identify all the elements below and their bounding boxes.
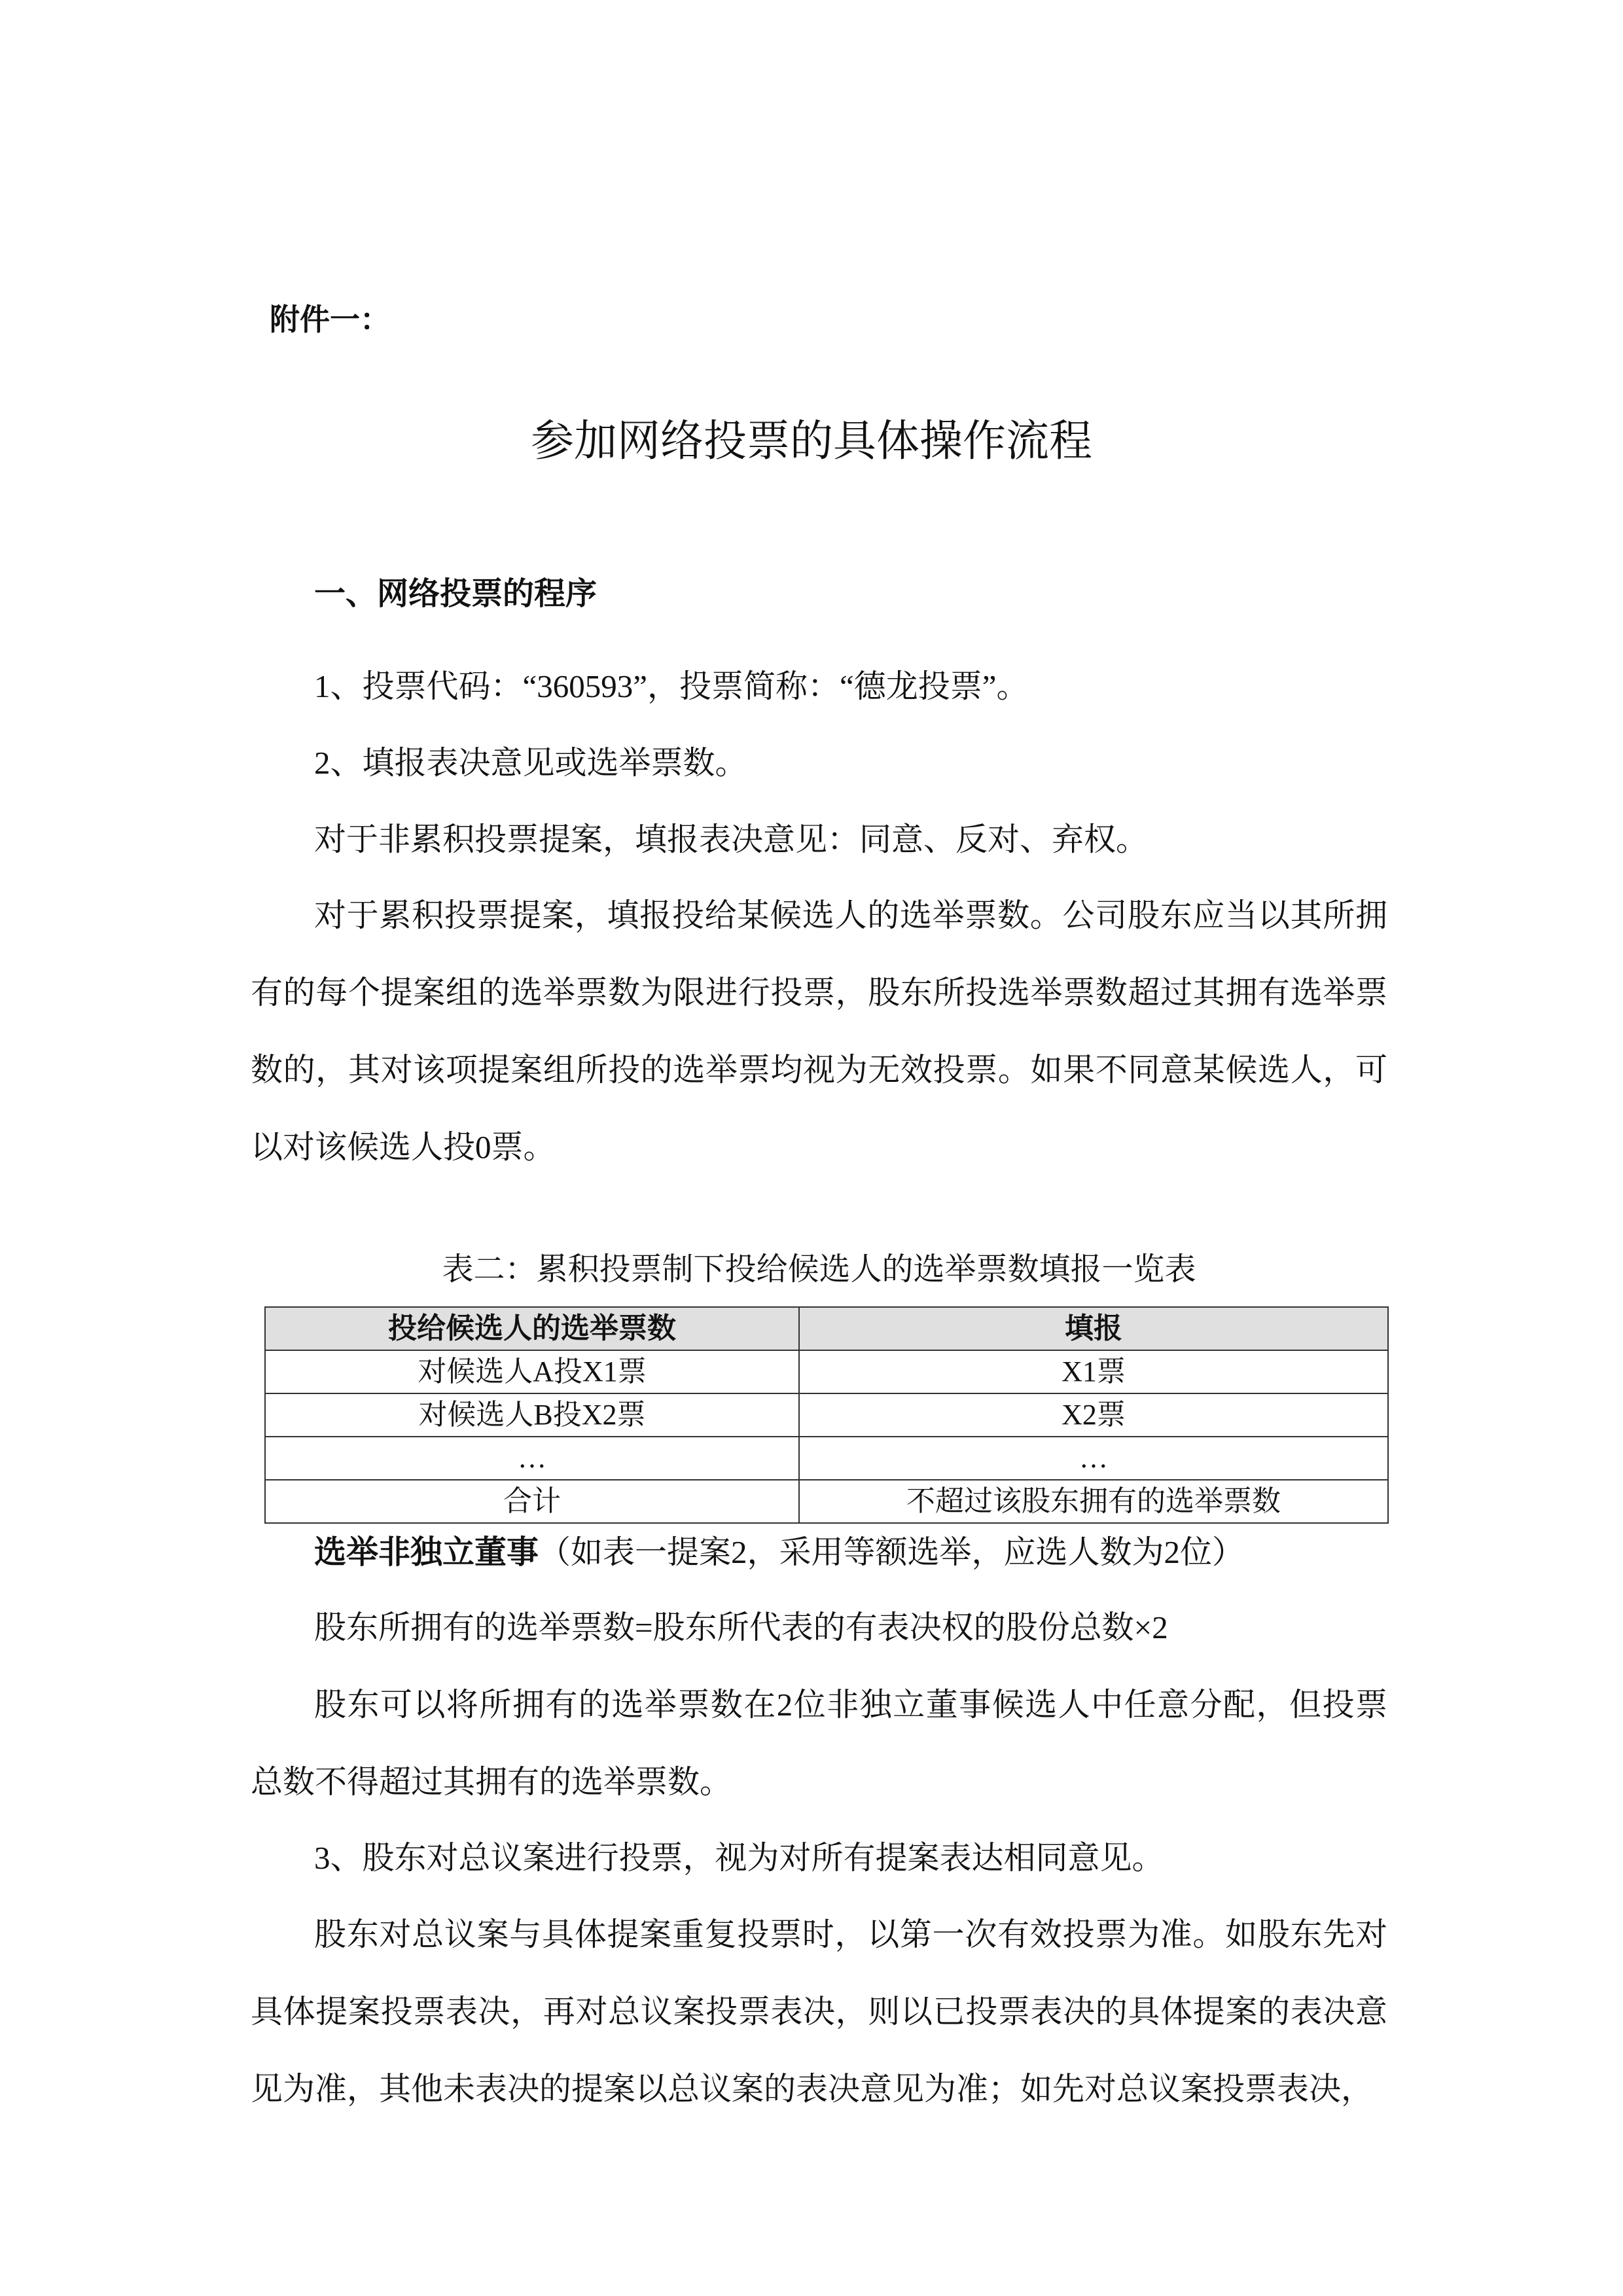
table-header: 投给候选人的选举票数 [265,1307,799,1350]
nonindependent-note: （如表一提案2，采用等额选举，应选人数为2位） [539,1534,1245,1570]
annex-label: 附件一： [270,303,390,336]
paragraph-nonindependent [251,1514,1387,1591]
paragraph-noncumulative: 对于非累积投票提案，填报表决意见：同意、反对、弃权。 [314,821,1149,857]
table-cell: … [265,1437,799,1480]
table-cell: 不超过该股东拥有的选举票数 [799,1480,1388,1523]
paragraph-vote-code: 1、投票代码：“360593”，投票简称：“德龙投票”。 [314,668,1029,704]
table-cell: X2票 [799,1393,1388,1437]
document-title: 参加网络投票的具体操作流程 [531,418,1092,465]
table-header-row [265,1307,1388,1350]
table-cell: 对候选人A投X1票 [265,1350,799,1393]
paragraph-vote-formula: 股东所拥有的选举票数=股东所代表的有表决权的股份总数×2 [314,1609,1168,1645]
table-row [265,1350,1388,1393]
table-cell: 对候选人B投X2票 [265,1393,799,1437]
paragraph-distribution: 股东可以将所拥有的选举票数在2位非独立董事候选人中任意分配，但投票总数不得超过其拥有的选举票数。 [251,1687,1387,1800]
paragraph-repeat-vote: 股东对总议案与具体提案重复投票时，以第一次有效投票为准。如股东先对具体提案投票表决，再对总议案投票表决，则以已投票表决的具体提案的表决意见为准，其他未表决的提案以总议案的表决意见为准；如先对总议案投票表决， [251,1916,1387,2107]
table-header: 填报 [799,1307,1388,1350]
cumulative-vote-table [264,1306,1389,1524]
table-caption: 表二：累积投票制下投给候选人的选举票数填报一览表 [442,1252,1196,1287]
table-cell: … [799,1437,1388,1480]
table-row [265,1437,1388,1480]
nonindependent-label: 选举非独立董事 [314,1534,539,1570]
table-row [265,1393,1388,1437]
paragraph-fill-opinion: 2、填报表决意见或选举票数。 [314,745,747,781]
paragraph-cumulative: 对于累积投票提案，填报投给某候选人的选举票数。公司股东应当以其所拥有的每个提案组的选举票数为限进行投票，股东所投选举票数超过其拥有选举票数的，其对该项提案组所投的选举票均视为无效投票。如果不同意某候选人，可以对该候选人投0票。 [251,897,1387,1165]
paragraph-total-proposal: 3、股东对总议案进行投票，视为对所有提案表达相同意见。 [314,1840,1164,1876]
table-cell: X1票 [799,1350,1388,1393]
section-heading: 一、网络投票的程序 [314,577,597,611]
table-cell: 合计 [265,1480,799,1523]
